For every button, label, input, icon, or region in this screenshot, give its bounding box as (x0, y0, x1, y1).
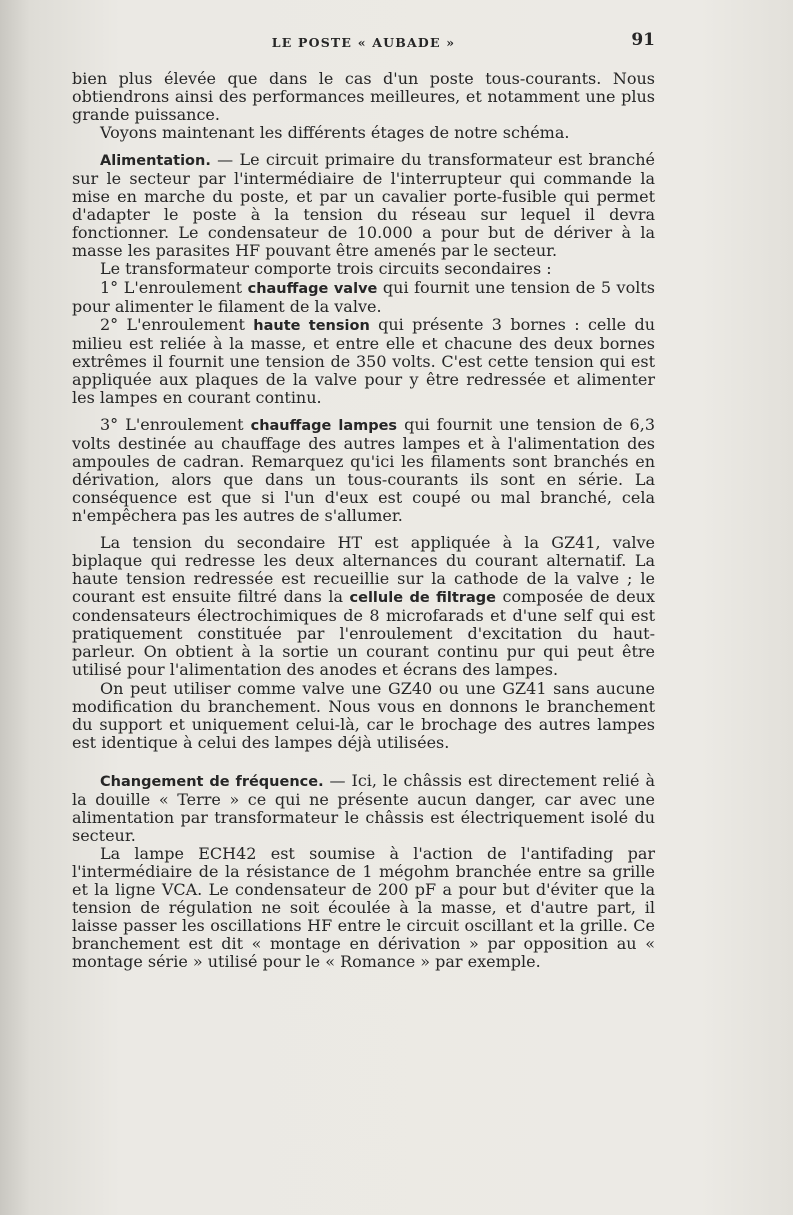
paragraph-valve: On peut utiliser comme valve une GZ40 ou une GZ41 sans aucune modification du branchement. Nous vous en donnons le branchement du support et uniquement celui-là, car le brochage des autres lampes est identique à celui des lampes déjà utilisées. (72, 678, 655, 752)
paragraph-text: composée de deux condensateurs électrochimiques de 8 microfarads et d'une self qui est pratiquement constituée par l'enroulement d'excitation du haut-parleur. On obtient à la sortie un courant continu pur qui peut être utilisé pour l'alimentation des anodes et écrans des lampes. (72, 587, 656, 680)
keyword-cellule-de-filtrage: cellule de filtrage (349, 590, 496, 607)
paragraph-item-3 (72, 416, 655, 525)
section-heading-alimentation: Alimentation. (100, 153, 211, 170)
paragraph-text: — Ici, le châssis est directement relié à la douille « Terre » ce qui ne présente aucun danger, car avec une alimentation par transformateur le châssis est électriquement isolé du secteur. (72, 770, 655, 845)
paragraph-text: 1° L'enroulement (100, 277, 248, 297)
keyword-chauffage-lampes: chauffage lampes (250, 417, 398, 434)
paragraph-alimentation (72, 151, 655, 260)
paragraph-text: La tension du secondaire HT est appliquée à la GZ41, valve biplaque qui redresse les deux alternances du courant alternatif. La haute tension redressée est recueillie sur la cathode de la valve ; le courant est ensuite filtré dans la (72, 533, 655, 607)
page-number: 91 (631, 30, 655, 50)
paragraph-continuation: bien plus élevée que dans le cas d'un poste tous-courants. Nous obtiendrons ainsi des performances meilleures, et notamment une plus grande puissance. (72, 69, 655, 125)
paragraph-text: qui fournit une tension de 6,3 volts destinée au chauffage des autres lampes et à l'alimentation des ampoules de cadran. Remarquez qu'ici les filaments sont branchés en dérivation, alors que dans un tous-courants ils sont en série. La conséquence est que si l'un d'eux est coupé ou mal branché, cela n'empêchera pas les autres de s'allumer. (72, 414, 655, 526)
paragraph-item-1 (72, 279, 655, 316)
running-title: LE POSTE « AUBADE » (271, 35, 456, 50)
section-heading-changement-frequence: Changement de fréquence. (100, 773, 324, 790)
body-text (72, 70, 655, 971)
paragraph-text: 3° L'enroulement (100, 414, 251, 434)
paragraph-secondaries: Le transformateur comporte trois circuits secondaires : (100, 259, 552, 279)
paragraph-item-2 (72, 316, 655, 407)
paragraph-ech42: La lampe ECH42 est soumise à l'action de l'antifading par l'intermédiaire de la résistance de 1 mégohm branchée entre sa grille et la ligne VCA. Le condensateur de 200 pF a pour but d'éviter que la tension de régulation ne soit écoulée à la masse, et d'autre part, il laisse passer les oscillations HF entre le circuit oscillant et la grille. Ce branchement est dit « montage en dérivation » par opposition au « montage série » utilisé pour le « Romance » par exemple. (72, 843, 655, 972)
keyword-chauffage-valve: chauffage valve (247, 280, 378, 297)
paragraph-intro: Voyons maintenant les différents étages de notre schéma. (100, 123, 570, 143)
paragraph-text: 2° L'enroulement (100, 314, 254, 334)
page-header (72, 30, 655, 54)
paragraph-text: qui fournit une tension de 5 volts pour alimenter le filament de la valve. (72, 277, 655, 316)
paragraph-changement-frequence (72, 772, 655, 845)
paragraph-text: qui présente 3 bornes : celle du milieu est reliée à la masse, et entre elle et chacune des deux bornes extrêmes il fournit une tension de 350 volts. C'est cette tension qui est appliquée aux plaques de la valve pour y être redressée et alimenter les lampes en courant continu. (72, 314, 655, 407)
keyword-haute-tension: haute tension (253, 317, 370, 334)
paragraph-text: — Le circuit primaire du transformateur est branché sur le secteur par l'intermédiaire de l'interrupteur qui commande la mise en marche du poste, et par un cavalier porte-fusible qui permet d'adapter le poste à la tension du réseau sur lequel il devra fonctionner. Le condensateur de 10.000 a pour but de dériver à la masse les parasites HF pouvant être amenés par le secteur. (72, 150, 655, 261)
paragraph-filtrage (72, 534, 655, 679)
